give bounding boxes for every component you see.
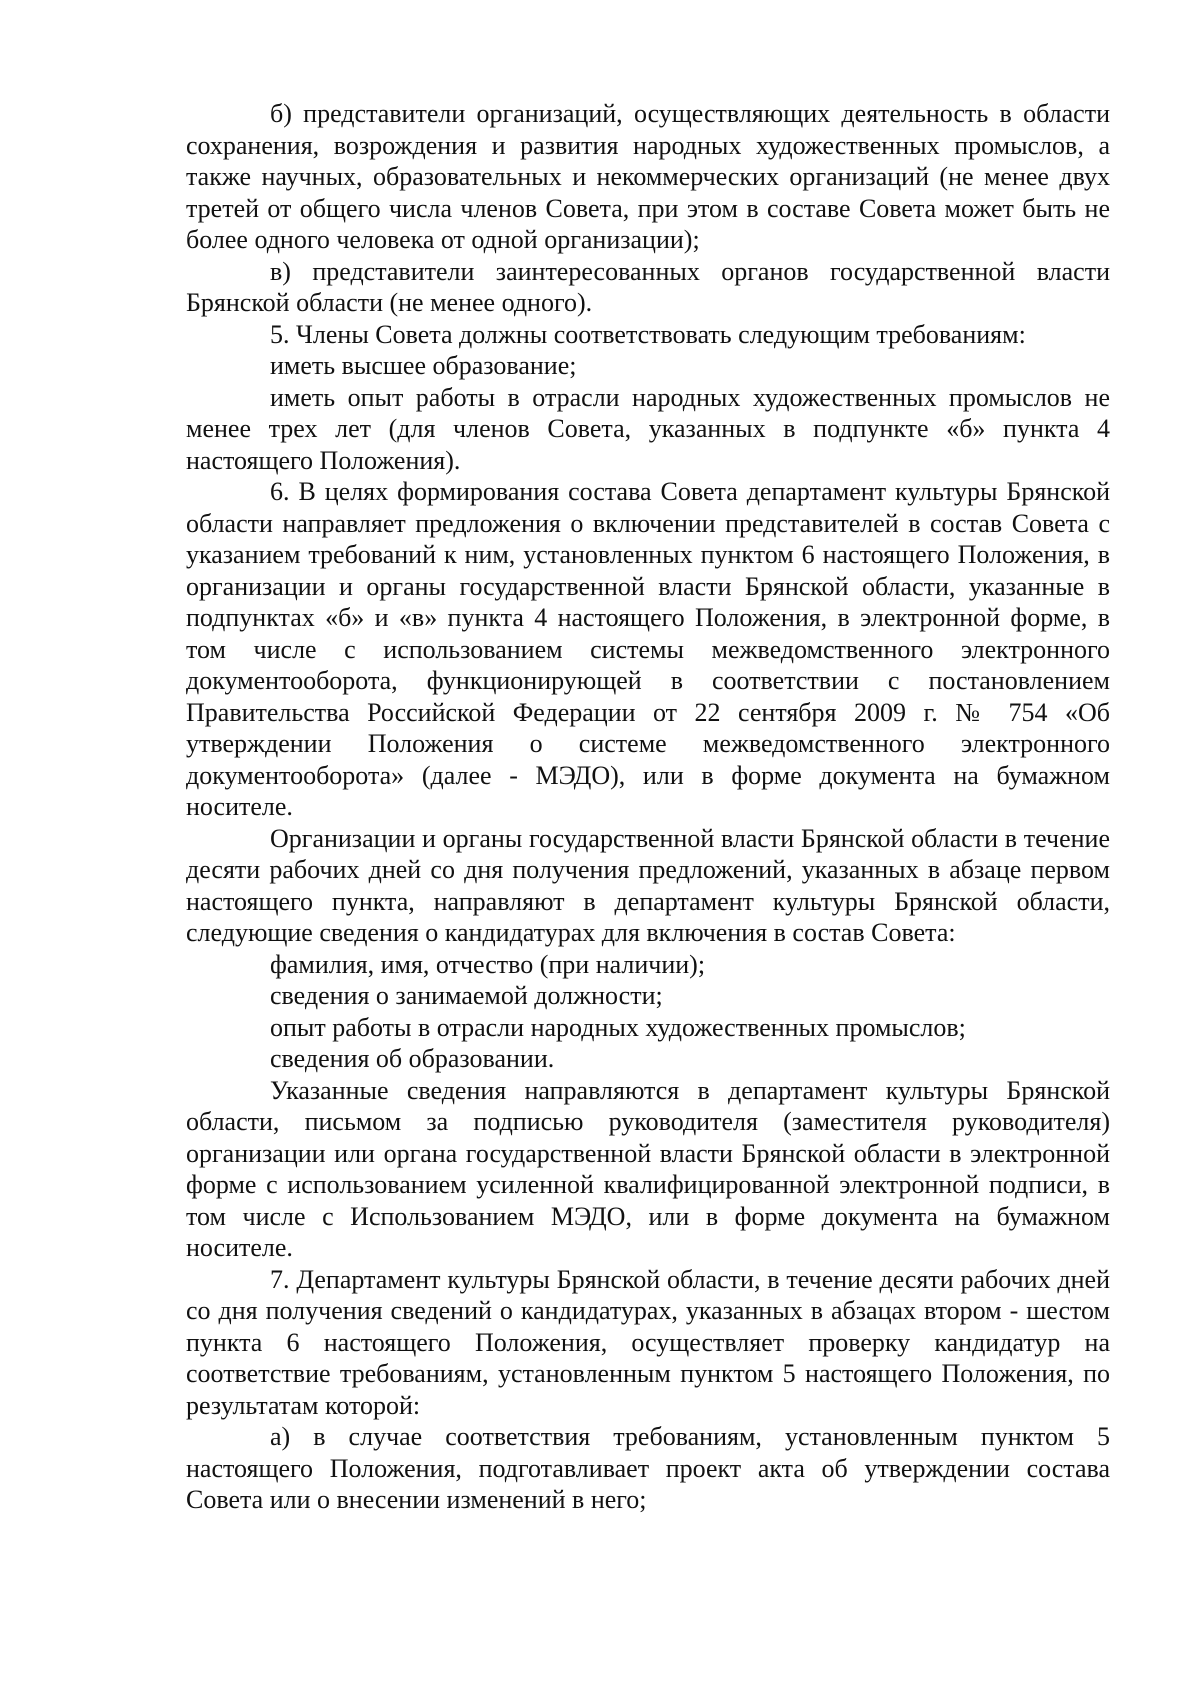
paragraph-6-abz-2: Организации и органы государственной власти Брянской области в течение десяти рабочих дней со дня получения предложений, указанных в абзаце первом настоящего пункта, направляют в департамент культуры Брянской области, следующие сведения о кандидатурах для включения в состав Совета:: [186, 823, 1110, 947]
paragraph-7: 7. Департамент культуры Брянской области, в течение десяти рабочих дней со дня получения сведений о кандидатурах, указанных в абзацах втором - шестом пункта 6 настоящего Положения, осуществляет проверку кандидатур на соответствие требованиям, установленным пунктом 5 настоящего Положения, по результатам которой:: [186, 1264, 1110, 1420]
paragraph-5-item-2: иметь опыт работы в отрасли народных художественных промыслов не менее трех лет (для членов Совета, указанных в подпункте «б» пункта 4 настоящего Положения).: [186, 382, 1110, 475]
paragraph-6-item-4: сведения об образовании.: [270, 1044, 555, 1073]
paragraph-4b: б) представители организаций, осуществляющих деятельность в области сохранения, возрождения и развития народных художественных промыслов, а также научных, образовательных и некоммерческих организаций (не менее двух третей от общего числа членов Совета, при этом в составе Совета может быть не более одного человека от одной организации);: [186, 99, 1110, 254]
paragraph-5: 5. Члены Совета должны соответствовать следующим требованиям:: [270, 319, 1026, 349]
paragraph-6: 6. В целях формирования состава Совета департамент культуры Брянской области направляет предложения о включении представителей в состав Совета с указанием требований к ним, установленных пунктом 6 настоящего Положения, в организации и органы государственной власти Брянской области, указанные в подпунктах «б» и «в» пункта 4 настоящего Положения, в электронной форме, в том числе с использованием системы межведомственного электронного документооборота, функционирующей в соответствии с постановлением Правительства Российской Федерации от 22 сентября 2009 г. № 754 «Об утверждении Положения о системе межведомственного электронного документооборота» (далее - МЭДО), или в форме документа на бумажном носителе.: [186, 477, 1110, 821]
document-body: [186, 98, 1110, 1516]
paragraph-6-item-1: фамилия, имя, отчество (при наличии);: [270, 949, 706, 979]
paragraph-7a: а) в случае соответствия требованиям, установленным пунктом 5 настоящего Положения, подготавливает проект акта об утверждении состава Совета или о внесении изменений в него;: [186, 1422, 1110, 1514]
paragraph-5-item-1: иметь высшее образование;: [270, 351, 577, 380]
paragraph-6-abz-last: Указанные сведения направляются в департамент культуры Брянской области, письмом за подписью руководителя (заместителя руководителя) организации или органа государственной власти Брянской области в электронной форме с использованием усиленной квалифицированной электронной подписи, в том числе с Использованием МЭДО, или в форме документа на бумажном носителе.: [186, 1075, 1110, 1262]
paragraph-6-item-3: опыт работы в отрасли народных художественных промыслов;: [270, 1012, 966, 1042]
paragraph-6-item-2: сведения о занимаемой должности;: [270, 981, 663, 1010]
paragraph-4v: в) представители заинтересованных органов государственной власти Брянской области (не менее одного).: [186, 256, 1110, 317]
